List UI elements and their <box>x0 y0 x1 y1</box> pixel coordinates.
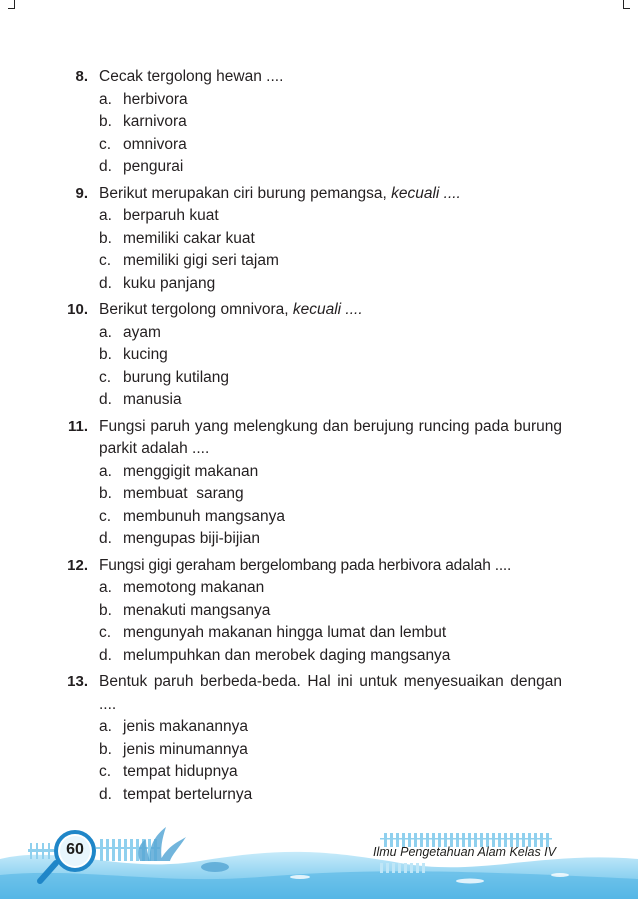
question-text: Fungsi gigi geraham bergelombang pada herbivora adalah .... <box>99 556 512 574</box>
footer-decoration <box>0 789 638 899</box>
page-number: 60 <box>66 841 84 858</box>
option-c: c. membunuh mangsanya <box>99 507 285 525</box>
question-text-italic: kecuali .... <box>391 184 461 202</box>
question-text: Fungsi paruh yang melengkung dan berujung runcing pada burung parkit adalah .... <box>99 417 562 457</box>
question-8 <box>62 66 562 179</box>
question-number: 10. <box>67 301 88 318</box>
option-d: d. kuku panjang <box>99 274 216 292</box>
question-text: Berikut tergolong omnivora, kecuali .... <box>99 301 363 318</box>
question-text-italic: kecuali .... <box>292 301 363 318</box>
option-b: b. kucing <box>99 346 168 363</box>
crop-mark-top-left <box>8 0 15 9</box>
option-a: a. ayam <box>99 323 161 341</box>
question-number: 8. <box>75 68 88 85</box>
question-number: 11. <box>67 417 88 435</box>
option-list <box>62 322 562 412</box>
question-12 <box>62 555 562 668</box>
option-c: c. mengunyah makanan hingga lumat dan lembut <box>99 624 447 641</box>
question-number: 12. <box>67 556 88 574</box>
option-a: a. herbivora <box>99 90 188 108</box>
question-11 <box>62 416 562 551</box>
option-c: c. memiliki gigi seri tajam <box>99 252 279 269</box>
option-list <box>62 89 562 179</box>
option-a: a. menggigit makanan <box>99 462 259 480</box>
option-b: b. menakuti mangsanya <box>99 601 271 619</box>
option-c: c. burung kutilang <box>99 368 229 386</box>
question-number: 9. <box>75 184 88 202</box>
option-b: b. memiliki cakar kuat <box>99 229 255 247</box>
option-d: d. mengupas biji-bijian <box>99 530 260 547</box>
option-d: d. tempat bertelurnya <box>99 785 253 803</box>
option-b: b. jenis minumannya <box>99 740 248 758</box>
option-a: a. memotong makanan <box>99 579 265 596</box>
option-d: d. pengurai <box>99 158 184 175</box>
question-13 <box>62 671 562 806</box>
option-d: d. manusia <box>99 391 182 408</box>
option-c: c. omnivora <box>99 135 187 153</box>
option-a: a. berparuh kuat <box>99 207 219 224</box>
option-b: b. membuat sarang <box>99 485 244 502</box>
option-list <box>62 461 562 551</box>
question-number: 13. <box>67 673 88 690</box>
question-text: Cecak tergolong hewan .... <box>99 68 284 85</box>
crop-mark-top-right <box>623 0 630 9</box>
question-9 <box>62 183 562 296</box>
book-title: Ilmu Pengetahuan Alam Kelas IV <box>373 845 556 859</box>
option-d: d. melumpuhkan dan merobek daging mangsanya <box>99 646 451 664</box>
option-list <box>62 577 562 667</box>
question-text: Berikut merupakan ciri burung pemangsa, kecuali .... <box>99 184 461 202</box>
question-text: Bentuk paruh berbeda-beda. Hal ini untuk menyesuaikan dengan .... <box>99 673 562 713</box>
option-list <box>62 205 562 295</box>
question-10 <box>62 299 562 412</box>
option-c: c. tempat hidupnya <box>99 763 238 780</box>
option-b: b. karnivora <box>99 113 187 130</box>
option-a: a. jenis makanannya <box>99 718 248 735</box>
question-list <box>62 66 562 810</box>
